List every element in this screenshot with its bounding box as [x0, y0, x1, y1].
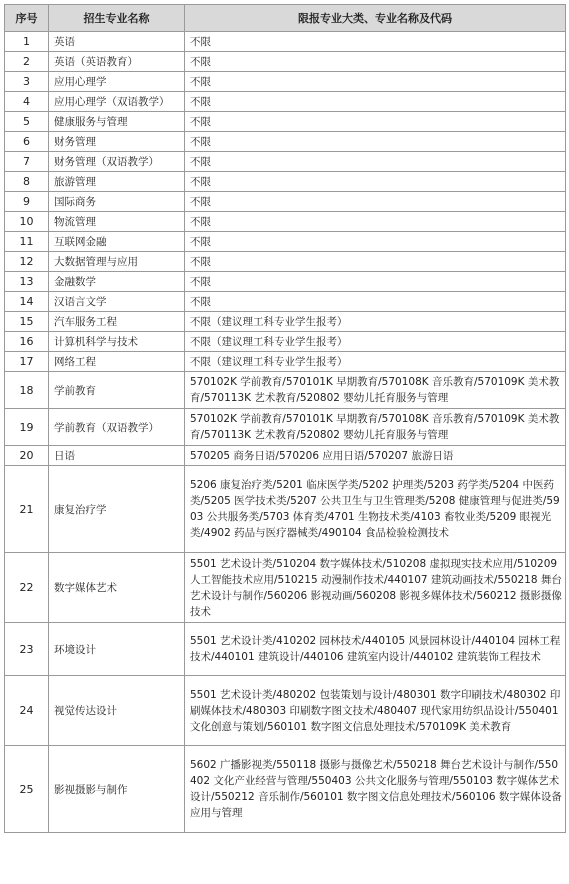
row-restriction: 不限（建议理工科专业学生报考）: [185, 312, 566, 332]
row-serial: 6: [5, 132, 49, 152]
row-restriction: 5501 艺术设计类/410202 园林技术/440105 风景园林设计/440104 园林工程技术/440101 建筑设计/440106 建筑室内设计/440102 建筑装饰工程技术: [185, 623, 566, 676]
row-restriction: 5602 广播影视类/550118 摄影与摄像艺术/550218 舞台艺术设计与制作/550402 文化产业经营与管理/550403 公共文化服务与管理/550103 数字媒体艺术设计/550212 音乐制作/560101 数字图文信息处理技术/560106 数字媒体设备应用与管理: [185, 746, 566, 833]
table-header-row: [5, 5, 566, 32]
table-row: [5, 746, 566, 833]
row-serial: 13: [5, 272, 49, 292]
table-row: [5, 676, 566, 746]
row-major: 大数据管理与应用: [49, 252, 185, 272]
row-restriction: 不限: [185, 32, 566, 52]
row-restriction: 不限: [185, 272, 566, 292]
row-restriction: 570102K 学前教育/570101K 早期教育/570108K 音乐教育/570109K 美术教育/570113K 艺术教育/520802 婴幼儿托育服务与管理: [185, 409, 566, 446]
row-major: 汽车服务工程: [49, 312, 185, 332]
row-restriction: 不限: [185, 152, 566, 172]
row-major: 学前教育（双语教学）: [49, 409, 185, 446]
row-restriction: 不限（建议理工科专业学生报考）: [185, 332, 566, 352]
row-restriction: 不限: [185, 192, 566, 212]
table-row: [5, 132, 566, 152]
table-row: [5, 446, 566, 466]
row-serial: 10: [5, 212, 49, 232]
header-major-name: 招生专业名称: [49, 5, 185, 32]
row-major: 国际商务: [49, 192, 185, 212]
row-restriction: 不限: [185, 112, 566, 132]
row-serial: 11: [5, 232, 49, 252]
row-restriction: 不限: [185, 292, 566, 312]
row-major: 金融数学: [49, 272, 185, 292]
row-major: 应用心理学: [49, 72, 185, 92]
table-row: [5, 52, 566, 72]
header-restriction: 限报专业大类、专业名称及代码: [185, 5, 566, 32]
row-restriction: 不限: [185, 232, 566, 252]
row-serial: 21: [5, 466, 49, 553]
row-serial: 3: [5, 72, 49, 92]
row-restriction: 不限: [185, 72, 566, 92]
row-major: 康复治疗学: [49, 466, 185, 553]
row-restriction: 不限: [185, 212, 566, 232]
row-major: 健康服务与管理: [49, 112, 185, 132]
table-row: [5, 409, 566, 446]
row-restriction: 570205 商务日语/570206 应用日语/570207 旅游日语: [185, 446, 566, 466]
row-major: 学前教育: [49, 372, 185, 409]
header-serial: 序号: [5, 5, 49, 32]
table-row: [5, 352, 566, 372]
table-row: [5, 623, 566, 676]
table-row: [5, 292, 566, 312]
row-major: 影视摄影与制作: [49, 746, 185, 833]
row-serial: 12: [5, 252, 49, 272]
row-restriction: 不限: [185, 172, 566, 192]
table-row: [5, 272, 566, 292]
row-major: 网络工程: [49, 352, 185, 372]
table-row: [5, 252, 566, 272]
table-row: [5, 232, 566, 252]
row-serial: 24: [5, 676, 49, 746]
table-row: [5, 112, 566, 132]
row-serial: 15: [5, 312, 49, 332]
row-serial: 2: [5, 52, 49, 72]
row-major: 财务管理（双语教学）: [49, 152, 185, 172]
row-serial: 25: [5, 746, 49, 833]
row-serial: 23: [5, 623, 49, 676]
row-serial: 9: [5, 192, 49, 212]
row-restriction: 不限: [185, 52, 566, 72]
table-row: [5, 92, 566, 112]
row-major: 英语（英语教育）: [49, 52, 185, 72]
table-row: [5, 172, 566, 192]
table-row: [5, 332, 566, 352]
row-restriction: 5501 艺术设计类/510204 数字媒体技术/510208 虚拟现实技术应用/510209 人工智能技术应用/510215 动漫制作技术/440107 建筑动画技术/550218 舞台艺术设计与制作/560206 影视动画/560208 影视多媒体技术/560212 摄影摄像技术: [185, 553, 566, 623]
table-row: [5, 152, 566, 172]
table-row: [5, 192, 566, 212]
table-row: [5, 32, 566, 52]
table-row: [5, 466, 566, 553]
table-row: [5, 312, 566, 332]
row-serial: 8: [5, 172, 49, 192]
row-major: 日语: [49, 446, 185, 466]
row-major: 财务管理: [49, 132, 185, 152]
table-row: [5, 372, 566, 409]
row-restriction: 不限（建议理工科专业学生报考）: [185, 352, 566, 372]
row-serial: 18: [5, 372, 49, 409]
row-serial: 14: [5, 292, 49, 312]
row-restriction: 不限: [185, 92, 566, 112]
row-restriction: 不限: [185, 132, 566, 152]
row-major: 英语: [49, 32, 185, 52]
table-row: [5, 212, 566, 232]
row-restriction: 570102K 学前教育/570101K 早期教育/570108K 音乐教育/570109K 美术教育/570113K 艺术教育/520802 婴幼儿托育服务与管理: [185, 372, 566, 409]
row-serial: 16: [5, 332, 49, 352]
row-serial: 19: [5, 409, 49, 446]
table-row: [5, 553, 566, 623]
row-serial: 22: [5, 553, 49, 623]
row-serial: 17: [5, 352, 49, 372]
table-row: [5, 72, 566, 92]
row-major: 物流管理: [49, 212, 185, 232]
row-serial: 7: [5, 152, 49, 172]
row-serial: 4: [5, 92, 49, 112]
row-serial: 1: [5, 32, 49, 52]
row-serial: 5: [5, 112, 49, 132]
row-major: 数字媒体艺术: [49, 553, 185, 623]
row-major: 汉语言文学: [49, 292, 185, 312]
row-major: 互联网金融: [49, 232, 185, 252]
row-major: 计算机科学与技术: [49, 332, 185, 352]
row-restriction: 5501 艺术设计类/480202 包装策划与设计/480301 数字印刷技术/480302 印刷媒体技术/480303 印刷数字图文技术/480407 现代家用纺织品设计/550401 文化创意与策划/560101 数字图文信息处理技术/570109K 美术教育: [185, 676, 566, 746]
admission-majors-table: [4, 4, 566, 833]
row-major: 应用心理学（双语教学）: [49, 92, 185, 112]
row-restriction: 不限: [185, 252, 566, 272]
row-major: 视觉传达设计: [49, 676, 185, 746]
row-serial: 20: [5, 446, 49, 466]
row-major: 旅游管理: [49, 172, 185, 192]
row-major: 环境设计: [49, 623, 185, 676]
row-restriction: 5206 康复治疗类/5201 临床医学类/5202 护理类/5203 药学类/5204 中医药类/5205 医学技术类/5207 公共卫生与卫生管理类/5208 健康管理与促进类/5903 公共服务类/5703 体育类/4701 生物技术类/4103 畜牧业类/5209 眼视光类/4902 药品与医疗器械类/490104 食品检验检测技术: [185, 466, 566, 553]
